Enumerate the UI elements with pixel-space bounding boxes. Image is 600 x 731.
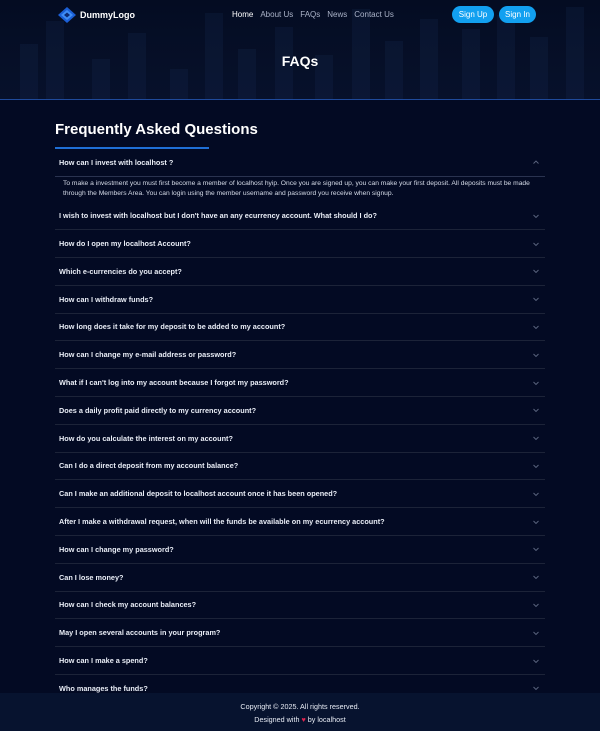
- faq-item: [55, 369, 545, 397]
- faq-question-text: How long does it take for my deposit to be added to my account?: [59, 322, 286, 332]
- faq-item: [55, 480, 545, 508]
- chevron-down-icon[interactable]: [532, 212, 540, 220]
- chevron-down-icon[interactable]: [532, 295, 540, 303]
- chevron-down-icon[interactable]: [532, 434, 540, 442]
- copyright-text: Copyright © 2025. All rights reserved.: [240, 702, 360, 711]
- faq-question-text: Which e-currencies do you accept?: [59, 266, 182, 276]
- chevron-down-icon[interactable]: [532, 379, 540, 387]
- top-navbar: [0, 0, 600, 30]
- chevron-down-icon[interactable]: [532, 684, 540, 692]
- faq-question-text: How do you calculate the interest on my account?: [59, 433, 233, 443]
- heart-icon: ♥: [301, 715, 306, 724]
- nav-item-faqs[interactable]: FAQs: [300, 10, 321, 19]
- faq-question-toggle[interactable]: [55, 314, 545, 341]
- faq-item: [55, 149, 545, 202]
- faq-item: [55, 286, 545, 314]
- faq-question-toggle[interactable]: [55, 564, 545, 591]
- nav-item-home[interactable]: Home: [232, 10, 254, 19]
- faq-item: [55, 314, 545, 342]
- faq-item: [55, 647, 545, 675]
- faq-question-text: How do I open my localhost Account?: [59, 239, 191, 249]
- faq-question-toggle[interactable]: [55, 425, 545, 452]
- faq-question-text: After I make a withdrawal request, when will the funds be available on my ecurrency account?: [59, 517, 385, 527]
- faq-question-toggle[interactable]: [55, 369, 545, 396]
- faq-question-text: May I open several accounts in your program?: [59, 628, 221, 638]
- nav-item-about-us[interactable]: About Us: [260, 10, 294, 19]
- designed-suffix: by localhost: [307, 715, 346, 724]
- faq-question-text: Can I make an additional deposit to localhost account once it has been opened?: [59, 489, 338, 499]
- faq-item: [55, 453, 545, 481]
- faq-question-toggle[interactable]: [55, 647, 545, 674]
- faq-question-text: How can I change my e-mail address or password?: [59, 350, 237, 360]
- chevron-down-icon[interactable]: [532, 462, 540, 470]
- faq-item: [55, 397, 545, 425]
- faq-question-toggle[interactable]: [55, 397, 545, 424]
- faq-question-text: Who manages the funds?: [59, 683, 148, 693]
- chevron-down-icon[interactable]: [532, 573, 540, 581]
- logo-mark-icon: [57, 6, 77, 24]
- faq-item: [55, 202, 545, 230]
- sign-in-button[interactable]: Sign In: [499, 6, 536, 23]
- faq-question-toggle[interactable]: [55, 202, 545, 229]
- faq-question-text: Can I lose money?: [59, 572, 124, 582]
- faq-question-text: How can I check my account balances?: [59, 600, 197, 610]
- chevron-down-icon[interactable]: [532, 406, 540, 414]
- designed-prefix: Designed with: [254, 715, 300, 724]
- chevron-up-icon[interactable]: [532, 158, 540, 166]
- logo[interactable]: [57, 6, 135, 24]
- faq-question-toggle[interactable]: [55, 258, 545, 285]
- chevron-down-icon[interactable]: [532, 240, 540, 248]
- hero-banner: [0, 0, 600, 100]
- chevron-down-icon[interactable]: [532, 518, 540, 526]
- faq-item: [55, 425, 545, 453]
- sign-up-button[interactable]: Sign Up: [452, 6, 494, 23]
- faq-item: [55, 230, 545, 258]
- faq-item: [55, 536, 545, 564]
- faq-question-text: How can I invest with localhost ?: [59, 157, 174, 167]
- faq-question-toggle[interactable]: [55, 619, 545, 646]
- chevron-down-icon[interactable]: [532, 351, 540, 359]
- faq-answer-text: To make a investment you must first become a member of localhost hyip. Once you are signed up, you can make your first deposit. All deposits must be made through the Members Area. You can login using the member username and password you receive when signup.: [55, 176, 545, 203]
- faq-accordion: [55, 149, 545, 703]
- faq-question-toggle[interactable]: [55, 508, 545, 535]
- faq-question-toggle[interactable]: [55, 286, 545, 313]
- faq-question-toggle[interactable]: [55, 230, 545, 257]
- faq-item: [55, 258, 545, 286]
- faq-question-text: Does a daily profit paid directly to my currency account?: [59, 405, 257, 415]
- faq-question-toggle[interactable]: [55, 149, 545, 176]
- main-menu: [232, 10, 401, 19]
- faq-question-toggle[interactable]: [55, 341, 545, 368]
- faq-question-text: What if I can't log into my account because I forgot my password?: [59, 378, 289, 388]
- faq-question-toggle[interactable]: [55, 592, 545, 619]
- chevron-down-icon[interactable]: [532, 629, 540, 637]
- faq-question-text: How can I make a spend?: [59, 656, 148, 666]
- faq-item: [55, 592, 545, 620]
- faq-question-text: I wish to invest with localhost but I don't have an any ecurrency account. What should I do?: [59, 211, 377, 221]
- faq-heading: Frequently Asked Questions: [55, 121, 258, 138]
- nav-item-contact-us[interactable]: Contact Us: [354, 10, 394, 19]
- faq-question-text: How can I change my password?: [59, 544, 174, 554]
- faq-question-text: Can I do a direct deposit from my account balance?: [59, 461, 239, 471]
- chevron-down-icon[interactable]: [532, 267, 540, 275]
- faq-item: [55, 564, 545, 592]
- chevron-down-icon[interactable]: [532, 323, 540, 331]
- chevron-down-icon[interactable]: [532, 490, 540, 498]
- faq-question-toggle[interactable]: [55, 536, 545, 563]
- faq-item: [55, 619, 545, 647]
- chevron-down-icon[interactable]: [532, 601, 540, 609]
- chevron-down-icon[interactable]: [532, 657, 540, 665]
- faq-item: [55, 508, 545, 536]
- page-title: FAQs: [281, 53, 319, 69]
- logo-text: DummyLogo: [80, 10, 135, 20]
- faq-item: [55, 341, 545, 369]
- faq-question-toggle[interactable]: [55, 480, 545, 507]
- footer: [0, 693, 600, 731]
- designed-by-line: [0, 715, 600, 724]
- faq-question-text: How can I withdraw funds?: [59, 294, 154, 304]
- nav-item-news[interactable]: News: [327, 10, 348, 19]
- faq-question-toggle[interactable]: [55, 453, 545, 480]
- chevron-down-icon[interactable]: [532, 545, 540, 553]
